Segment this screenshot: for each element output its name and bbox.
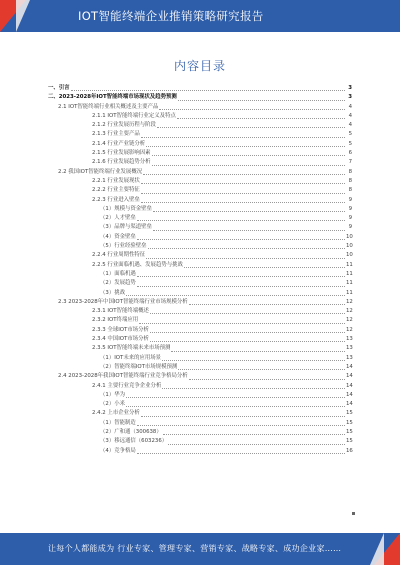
toc-entry[interactable] (48, 382, 352, 391)
toc-entry[interactable] (48, 335, 352, 344)
toc-entry-label: （1）智能制造 (100, 419, 136, 426)
toc-entry-label: 2.3.4 中国IOT市场分析 (92, 336, 149, 343)
toc-leader-dots (153, 211, 345, 212)
toc-leader-dots (178, 100, 345, 101)
toc-entry[interactable] (48, 149, 352, 158)
toc-entry[interactable] (48, 261, 352, 270)
toc-entry[interactable] (48, 391, 352, 400)
toc-entry-page: 9 (348, 224, 352, 231)
toc-entry-label: （5）行业经验壁垒 (100, 243, 147, 250)
toc-entry[interactable] (48, 140, 352, 149)
toc-entry-label: 2.3.1 IOT智能终端概述 (92, 308, 149, 315)
toc-entry[interactable] (48, 363, 352, 372)
toc-entry-page: 9 (348, 205, 352, 212)
toc-entry[interactable] (48, 354, 352, 363)
toc-leader-dots (137, 239, 345, 240)
toc-entry[interactable] (48, 437, 352, 446)
toc-entry-page: 10 (346, 252, 353, 259)
page-marker (352, 512, 355, 515)
toc-entry-page: 12 (346, 317, 353, 324)
toc-leader-dots (137, 453, 345, 454)
toc-entry-page: 14 (346, 373, 353, 380)
toc-leader-dots (146, 258, 345, 259)
toc-entry-page: 6 (348, 150, 352, 157)
toc-leader-dots (141, 416, 345, 417)
toc-entry[interactable] (48, 289, 352, 298)
toc-leader-dots (141, 183, 345, 184)
toc-entry-page: 8 (348, 168, 352, 175)
toc-entry-label: 2.1.6 行业发展趋势分析 (92, 159, 151, 166)
footer-slogan: 让每个人都能成为 行业专家、管理专家、营销专家、战略专家、成功企业家…… (48, 544, 342, 553)
toc-leader-dots (150, 341, 345, 342)
toc-entry[interactable] (48, 270, 352, 279)
toc-entry-label: 2.2.5 行业面临机遇、发展趋势与挑战 (92, 261, 183, 268)
toc-entry-page: 12 (346, 298, 353, 305)
toc-leader-dots (141, 202, 345, 203)
toc-entry-page: 14 (346, 382, 353, 389)
toc-entry[interactable] (48, 158, 352, 167)
toc-entry-page: 16 (346, 447, 353, 454)
toc-entry[interactable] (48, 186, 352, 195)
toc-entry-page: 9 (348, 196, 352, 203)
toc-entry[interactable] (48, 428, 352, 437)
toc-entry[interactable] (48, 419, 352, 428)
toc-leader-dots (152, 155, 345, 156)
toc-entry-page: 3 (348, 85, 352, 91)
table-of-contents (48, 84, 352, 456)
toc-entry-label: （1）IOT未来的应用场景 (100, 354, 162, 361)
toc-entry[interactable] (48, 447, 352, 456)
toc-entry-label: 2.4.2 上市企业分析 (92, 410, 140, 417)
toc-entry-page: 5 (348, 131, 352, 138)
toc-entry-page: 11 (346, 261, 353, 268)
toc-entry[interactable] (48, 112, 352, 121)
toc-entry-label: 2.2.4 行业周期性特征 (92, 252, 146, 259)
toc-entry-label: 2.3.5 IOT智能终端未来市场预测 (92, 345, 171, 352)
toc-entry-page: 3 (348, 94, 352, 101)
page-footer (0, 533, 400, 565)
toc-entry-page: 15 (346, 428, 353, 435)
toc-entry-page: 4 (348, 122, 352, 129)
toc-leader-dots (152, 165, 345, 166)
toc-entry-label: 2.1.4 行业产业链分析 (92, 140, 146, 147)
toc-leader-dots (137, 425, 345, 426)
toc-leader-dots (171, 351, 345, 352)
toc-entry-page: 15 (346, 419, 353, 426)
toc-leader-dots (139, 323, 345, 324)
toc-entry[interactable] (48, 316, 352, 325)
toc-leader-dots (126, 397, 345, 398)
toc-entry[interactable] (48, 223, 352, 232)
toc-entry-label: （2）广和通（300638） (100, 428, 162, 435)
toc-leader-dots (141, 137, 345, 138)
toc-entry-label: 2.4.1 主要行业竞争企业分析 (92, 382, 162, 389)
toc-entry-label: 2.3 2023-2028年中国IOT智能终端行业市场规模分析 (58, 298, 188, 305)
toc-leader-dots (126, 406, 345, 407)
toc-entry-page: 14 (346, 363, 353, 370)
toc-entry-page: 14 (346, 391, 353, 398)
toc-entry-page: 13 (346, 345, 353, 352)
toc-entry-page: 15 (346, 410, 353, 417)
toc-entry-page: 13 (346, 354, 353, 361)
toc-leader-dots (153, 230, 345, 231)
toc-entry-page: 4 (348, 112, 352, 119)
toc-entry[interactable] (48, 121, 352, 130)
toc-entry-label: 2.1.2 行业发展历程与阶段 (92, 122, 156, 129)
toc-entry-label: 二、2023-2028年IOT智能终端市场现状及趋势预测 (48, 94, 177, 101)
toc-entry-label: （3）品牌与渠道壁垒 (100, 224, 152, 231)
toc-entry-label: （1）华为 (100, 391, 125, 398)
toc-leader-dots (159, 109, 345, 110)
toc-entry-page: 7 (348, 159, 352, 166)
toc-leader-dots (157, 127, 345, 128)
toc-entry[interactable] (48, 298, 352, 307)
toc-leader-dots (189, 379, 345, 380)
toc-leader-dots (184, 267, 345, 268)
toc-entry[interactable] (48, 372, 352, 381)
toc-entry[interactable] (48, 233, 352, 242)
toc-leader-dots (162, 360, 345, 361)
toc-entry-label: 2.1.5 行业发展影响因素 (92, 150, 151, 157)
toc-entry-page: 12 (346, 308, 353, 315)
toc-leader-dots (162, 388, 345, 389)
toc-entry[interactable] (48, 84, 352, 93)
toc-entry[interactable] (48, 130, 352, 139)
toc-entry-label: （2）人才壁垒 (100, 215, 136, 222)
toc-leader-dots (189, 304, 345, 305)
toc-leader-dots (150, 332, 345, 333)
toc-entry-page: 15 (346, 438, 353, 445)
toc-entry-page: 14 (346, 401, 353, 408)
toc-entry[interactable] (48, 205, 352, 214)
toc-entry[interactable] (48, 409, 352, 418)
toc-entry[interactable] (48, 344, 352, 353)
toc-leader-dots (168, 444, 345, 445)
toc-leader-dots (146, 146, 345, 147)
toc-entry-page: 9 (348, 215, 352, 222)
toc-entry-page: 8 (348, 187, 352, 194)
page-header (0, 0, 400, 32)
toc-entry[interactable] (48, 177, 352, 186)
toc-entry[interactable] (48, 196, 352, 205)
toc-entry-page: 10 (346, 243, 353, 250)
toc-entry-page: 11 (346, 270, 353, 277)
toc-entry[interactable] (48, 93, 352, 102)
toc-entry-page: 13 (346, 336, 353, 343)
toc-entry-page: 11 (346, 289, 353, 296)
toc-entry-label: 2.3.2 IOT终端应用 (92, 317, 139, 324)
toc-entry-label: （1）面临机遇 (100, 270, 136, 277)
toc-leader-dots (150, 313, 345, 314)
toc-entry-page: 5 (348, 140, 352, 147)
toc-entry-label: 2.1.1 IOT智能终端行业定义及特点 (92, 112, 176, 119)
toc-leader-dots (177, 118, 345, 119)
toc-entry[interactable] (48, 103, 352, 112)
toc-entry-label: 2.2.1 行业发展现状 (92, 177, 140, 184)
report-title: IOT智能终端企业推销策略研究报告 (78, 9, 264, 23)
toc-leader-dots (71, 90, 345, 91)
toc-entry-label: （2）小米 (100, 401, 125, 408)
toc-leader-dots (126, 295, 345, 296)
toc-entry-label: （4）资金壁垒 (100, 233, 136, 240)
toc-heading: 内容目录 (173, 59, 226, 73)
toc-entry[interactable] (48, 400, 352, 409)
toc-entry[interactable] (48, 251, 352, 260)
toc-leader-dots (148, 248, 345, 249)
toc-entry-label: 2.4 2023-2028年我国IOT智能终端行业竞争格局分析 (58, 373, 188, 380)
header-light-wedge (16, 0, 30, 32)
toc-entry-label: 2.3.3 全球IOT市场分析 (92, 326, 149, 333)
toc-entry-label: （4）竞争格局 (100, 447, 136, 454)
toc-entry-label: 2.2.2 行业主要特征 (92, 187, 140, 194)
toc-entry-page: 8 (348, 177, 352, 184)
toc-entry-label: （2）发展趋势 (100, 280, 136, 287)
toc-entry[interactable] (48, 214, 352, 223)
toc-leader-dots (143, 174, 345, 175)
toc-leader-dots (163, 434, 345, 435)
toc-entry[interactable] (48, 279, 352, 288)
footer-light-wedge (370, 533, 384, 565)
toc-entry-page: 4 (348, 103, 352, 110)
toc-leader-dots (137, 276, 345, 277)
toc-entry-label: （3）挑战 (100, 289, 125, 296)
toc-entry-label: 2.2.3 行业进入壁垒 (92, 196, 140, 203)
toc-entry-label: （3）移远通信（603236） (100, 438, 168, 445)
toc-entry[interactable] (48, 326, 352, 335)
toc-entry-label: （1）规模与资金壁垒 (100, 205, 152, 212)
toc-entry-label: 2.1.3 行业主要产品 (92, 131, 140, 138)
toc-leader-dots (178, 369, 345, 370)
toc-entry-page: 12 (346, 326, 353, 333)
toc-entry-page: 10 (346, 233, 353, 240)
toc-entry[interactable] (48, 168, 352, 177)
toc-entry-label: 2.2 我国IOT智能终端行业发展概况 (58, 168, 143, 175)
toc-leader-dots (137, 286, 345, 287)
toc-entry[interactable] (48, 307, 352, 316)
toc-entry-label: 2.1 IOT智能终端行业相关概述及主要产品 (58, 103, 159, 110)
toc-entry-label: 一、引言 (48, 85, 70, 91)
toc-entry-label: （2）智能终端IOT市场规模预测 (100, 363, 178, 370)
toc-entry-page: 11 (346, 280, 353, 287)
toc-leader-dots (137, 220, 345, 221)
toc-leader-dots (141, 193, 345, 194)
toc-entry[interactable] (48, 242, 352, 251)
